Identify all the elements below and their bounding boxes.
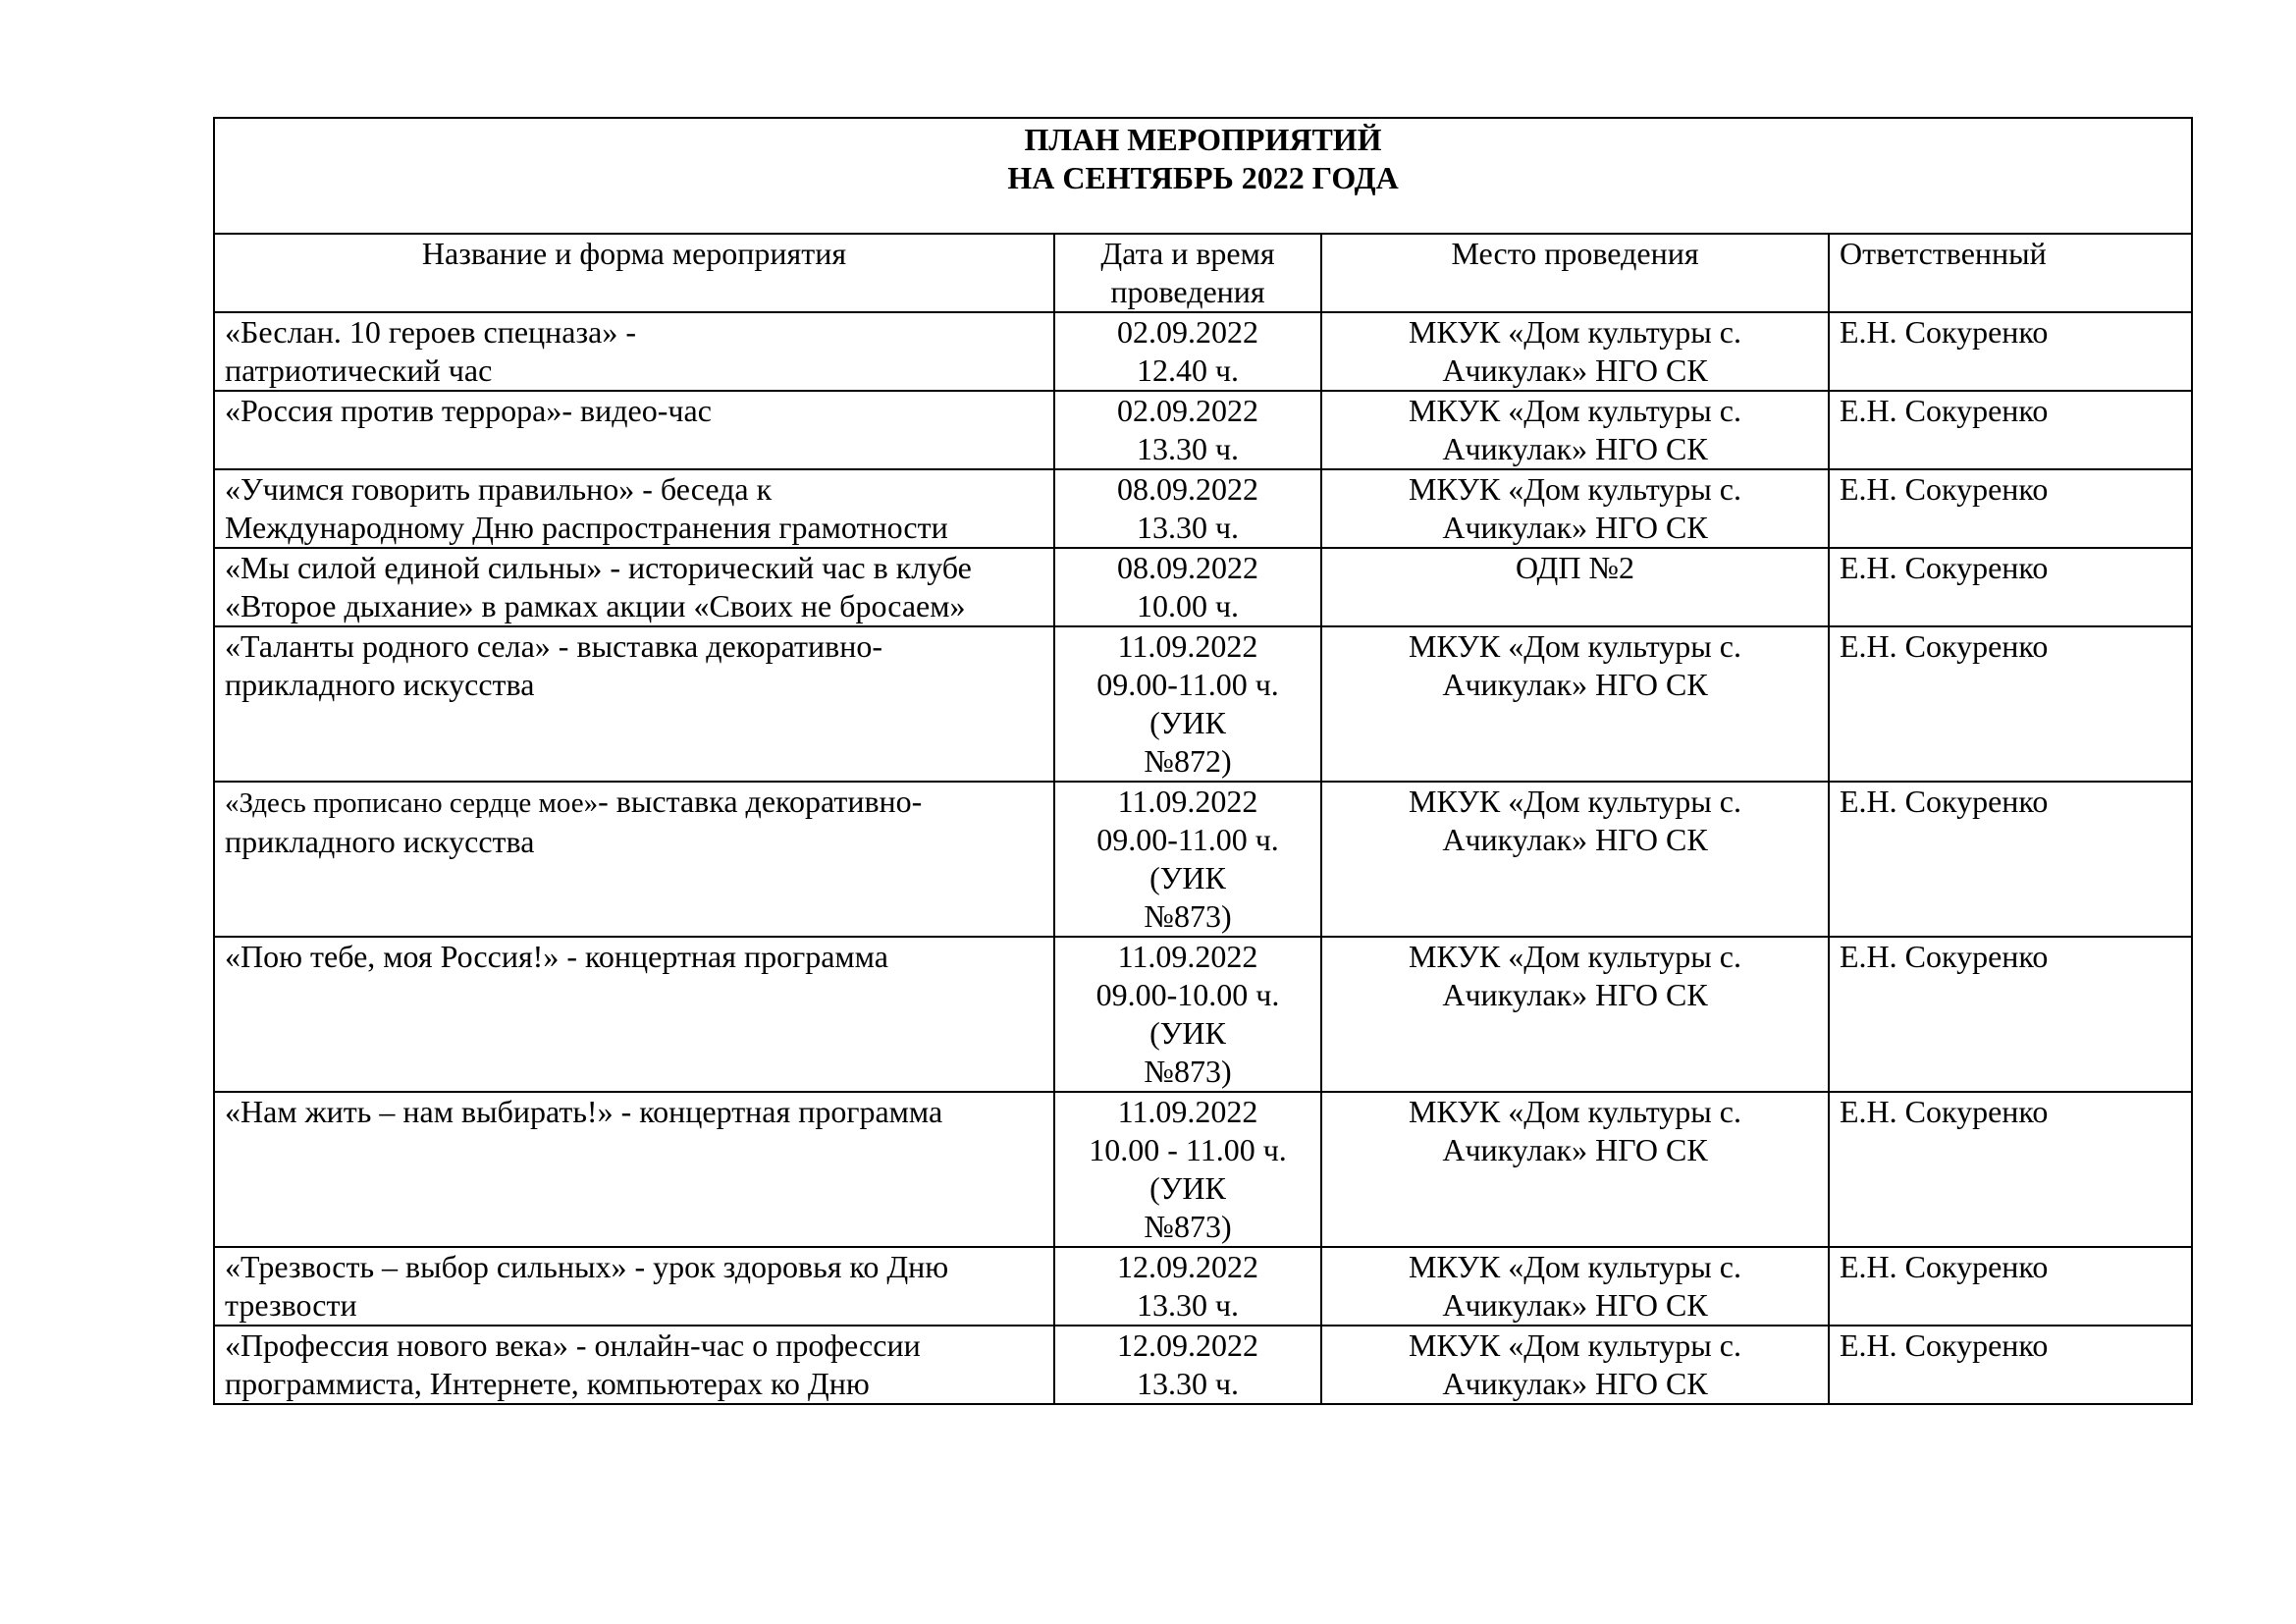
event-name-line: прикладного искусства xyxy=(225,667,535,702)
event-responsible-cell: Е.Н. Сокуренко xyxy=(1829,391,2192,469)
event-date-cell xyxy=(1054,548,1321,626)
event-place-cell xyxy=(1321,1247,1829,1326)
event-place-cell xyxy=(1321,469,1829,548)
header-row xyxy=(214,234,2192,312)
event-date-line: (УИК xyxy=(1149,705,1226,740)
event-place-line: МКУК «Дом культуры с. xyxy=(1409,314,1741,350)
event-place-line: МКУК «Дом культуры с. xyxy=(1409,393,1741,428)
event-place-line: МКУК «Дом культуры с. xyxy=(1409,939,1741,974)
event-date-line: 12.40 ч. xyxy=(1136,352,1240,388)
event-date-cell xyxy=(1054,312,1321,391)
event-name-cell xyxy=(214,782,1054,937)
event-name-cell xyxy=(214,1092,1054,1247)
event-name-line: «Пою тебе, моя Россия!» - концертная программа xyxy=(225,939,888,974)
event-name-line: трезвости xyxy=(225,1287,357,1323)
event-responsible-cell: Е.Н. Сокуренко xyxy=(1829,782,2192,937)
column-header-date-line-2: проведения xyxy=(1110,274,1265,309)
event-date-line: 08.09.2022 xyxy=(1117,550,1258,585)
event-name-rest: - выставка декоративно- xyxy=(598,784,923,819)
event-place-line: Ачикулак» НГО СК xyxy=(1442,431,1708,466)
table-row xyxy=(214,312,2192,391)
table-row xyxy=(214,469,2192,548)
event-date-cell xyxy=(1054,782,1321,937)
table-row xyxy=(214,1326,2192,1404)
event-date-line: 11.09.2022 xyxy=(1117,628,1258,664)
event-name-cell xyxy=(214,312,1054,391)
event-name-line: прикладного искусства xyxy=(225,824,535,859)
table-row xyxy=(214,782,2192,937)
event-date-line: 09.00-11.00 ч. xyxy=(1096,667,1279,702)
column-header-responsible: Ответственный xyxy=(1829,234,2192,312)
event-date-line: 09.00-11.00 ч. xyxy=(1096,822,1279,857)
event-responsible-cell: Е.Н. Сокуренко xyxy=(1829,1326,2192,1404)
event-responsible-cell: Е.Н. Сокуренко xyxy=(1829,312,2192,391)
event-name-cell xyxy=(214,1247,1054,1326)
event-date-cell xyxy=(1054,626,1321,782)
event-responsible-cell: Е.Н. Сокуренко xyxy=(1829,469,2192,548)
event-date-line: №873) xyxy=(1144,898,1232,934)
event-name-line: Международному Дню распространения грамотности xyxy=(225,510,948,545)
event-date-line: 11.09.2022 xyxy=(1117,939,1258,974)
event-place-cell xyxy=(1321,1326,1829,1404)
event-place-line: МКУК «Дом культуры с. xyxy=(1409,1094,1741,1129)
event-date-cell xyxy=(1054,937,1321,1092)
event-responsible-cell: Е.Н. Сокуренко xyxy=(1829,548,2192,626)
event-place-cell xyxy=(1321,548,1829,626)
table-row xyxy=(214,391,2192,469)
event-date-cell xyxy=(1054,1326,1321,1404)
title-line-2: НА СЕНТЯБРЬ 2022 ГОДА xyxy=(1007,160,1399,195)
table-row xyxy=(214,937,2192,1092)
event-name-line: «Нам жить – нам выбирать!» - концертная программа xyxy=(225,1094,943,1129)
event-place-cell xyxy=(1321,1092,1829,1247)
event-place-cell xyxy=(1321,312,1829,391)
event-date-line: №872) xyxy=(1144,743,1232,779)
event-date-line: 13.30 ч. xyxy=(1136,1366,1240,1401)
event-name-line: патриотический час xyxy=(225,352,493,388)
event-place-cell xyxy=(1321,626,1829,782)
event-place-line: Ачикулак» НГО СК xyxy=(1442,1287,1708,1323)
event-name-line: «Беслан. 10 героев спецназа» - xyxy=(225,314,636,350)
event-date-line: 13.30 ч. xyxy=(1136,510,1240,545)
event-date-cell xyxy=(1054,469,1321,548)
table-row xyxy=(214,1247,2192,1326)
event-name-cell xyxy=(214,1326,1054,1404)
event-place-line: Ачикулак» НГО СК xyxy=(1442,667,1708,702)
event-date-line: 09.00-10.00 ч. xyxy=(1095,977,1280,1012)
event-date-cell xyxy=(1054,1247,1321,1326)
document-title xyxy=(214,118,2192,234)
event-date-line: 02.09.2022 xyxy=(1117,314,1258,350)
event-date-line: 13.30 ч. xyxy=(1136,1287,1240,1323)
event-responsible-cell: Е.Н. Сокуренко xyxy=(1829,1092,2192,1247)
event-name-cell xyxy=(214,391,1054,469)
event-place-line: Ачикулак» НГО СК xyxy=(1442,510,1708,545)
column-header-place: Место проведения xyxy=(1321,234,1829,312)
event-date-line: (УИК xyxy=(1149,1015,1226,1051)
event-name-line: программиста, Интернете, компьютерах ко Дню xyxy=(225,1366,870,1401)
event-place-line: Ачикулак» НГО СК xyxy=(1442,1366,1708,1401)
event-responsible-cell: Е.Н. Сокуренко xyxy=(1829,937,2192,1092)
title-line-1: ПЛАН МЕРОПРИЯТИЙ xyxy=(1024,122,1382,157)
event-name-line: «Второе дыхание» в рамках акции «Своих не бросаем» xyxy=(225,588,966,623)
event-date-line: №873) xyxy=(1144,1054,1232,1089)
event-date-line: 11.09.2022 xyxy=(1117,784,1258,819)
event-place-line: МКУК «Дом культуры с. xyxy=(1409,1249,1741,1284)
event-name-line: «Профессия нового века» - онлайн-час о профессии xyxy=(225,1327,921,1363)
event-date-line: 13.30 ч. xyxy=(1136,431,1240,466)
event-place-line: Ачикулак» НГО СК xyxy=(1442,822,1708,857)
event-place-cell xyxy=(1321,391,1829,469)
event-name-line: «Учимся говорить правильно» - беседа к xyxy=(225,471,773,507)
event-name-quoted: «Здесь прописано сердце мое» xyxy=(225,787,599,819)
event-date-line: 11.09.2022 xyxy=(1117,1094,1258,1129)
event-responsible-cell: Е.Н. Сокуренко xyxy=(1829,626,2192,782)
event-place-cell xyxy=(1321,937,1829,1092)
event-place-line: МКУК «Дом культуры с. xyxy=(1409,628,1741,664)
table-body xyxy=(214,312,2192,1404)
table-row xyxy=(214,1092,2192,1247)
event-date-line: 10.00 - 11.00 ч. xyxy=(1089,1132,1287,1167)
table-row xyxy=(214,548,2192,626)
event-date-line: 02.09.2022 xyxy=(1117,393,1258,428)
event-date-line: №873) xyxy=(1144,1209,1232,1244)
event-name-cell xyxy=(214,626,1054,782)
column-header-date xyxy=(1054,234,1321,312)
event-date-line: (УИК xyxy=(1149,860,1226,895)
column-header-date-line-1: Дата и время xyxy=(1100,236,1275,271)
event-date-line: 10.00 ч. xyxy=(1136,588,1240,623)
event-name-line xyxy=(225,783,1043,823)
event-name-line: «Мы силой единой сильны» - исторический час в клубе xyxy=(225,550,972,585)
event-place-line: Ачикулак» НГО СК xyxy=(1442,1132,1708,1167)
event-name-cell xyxy=(214,937,1054,1092)
event-place-cell xyxy=(1321,782,1829,937)
event-place-line: МКУК «Дом культуры с. xyxy=(1409,784,1741,819)
column-header-name: Название и форма мероприятия xyxy=(214,234,1054,312)
title-row xyxy=(214,118,2192,234)
event-date-line: 12.09.2022 xyxy=(1117,1249,1258,1284)
event-place-line: МКУК «Дом культуры с. xyxy=(1409,471,1741,507)
event-place-line: ОДП №2 xyxy=(1516,550,1634,585)
event-responsible-cell: Е.Н. Сокуренко xyxy=(1829,1247,2192,1326)
event-date-line: (УИК xyxy=(1149,1170,1226,1206)
event-name-line: «Таланты родного села» - выставка декоративно- xyxy=(225,628,882,664)
event-date-cell xyxy=(1054,391,1321,469)
event-date-line: 12.09.2022 xyxy=(1117,1327,1258,1363)
event-name-line: «Трезвость – выбор сильных» - урок здоровья ко Дню xyxy=(225,1249,949,1284)
event-place-line: Ачикулак» НГО СК xyxy=(1442,352,1708,388)
event-date-cell xyxy=(1054,1092,1321,1247)
event-place-line: МКУК «Дом культуры с. xyxy=(1409,1327,1741,1363)
event-place-line: Ачикулак» НГО СК xyxy=(1442,977,1708,1012)
event-name-cell xyxy=(214,469,1054,548)
table-row xyxy=(214,626,2192,782)
events-plan-table xyxy=(213,117,2193,1405)
event-name-line: «Россия против террора»- видео-час xyxy=(225,393,712,428)
event-name-cell xyxy=(214,548,1054,626)
event-date-line: 08.09.2022 xyxy=(1117,471,1258,507)
